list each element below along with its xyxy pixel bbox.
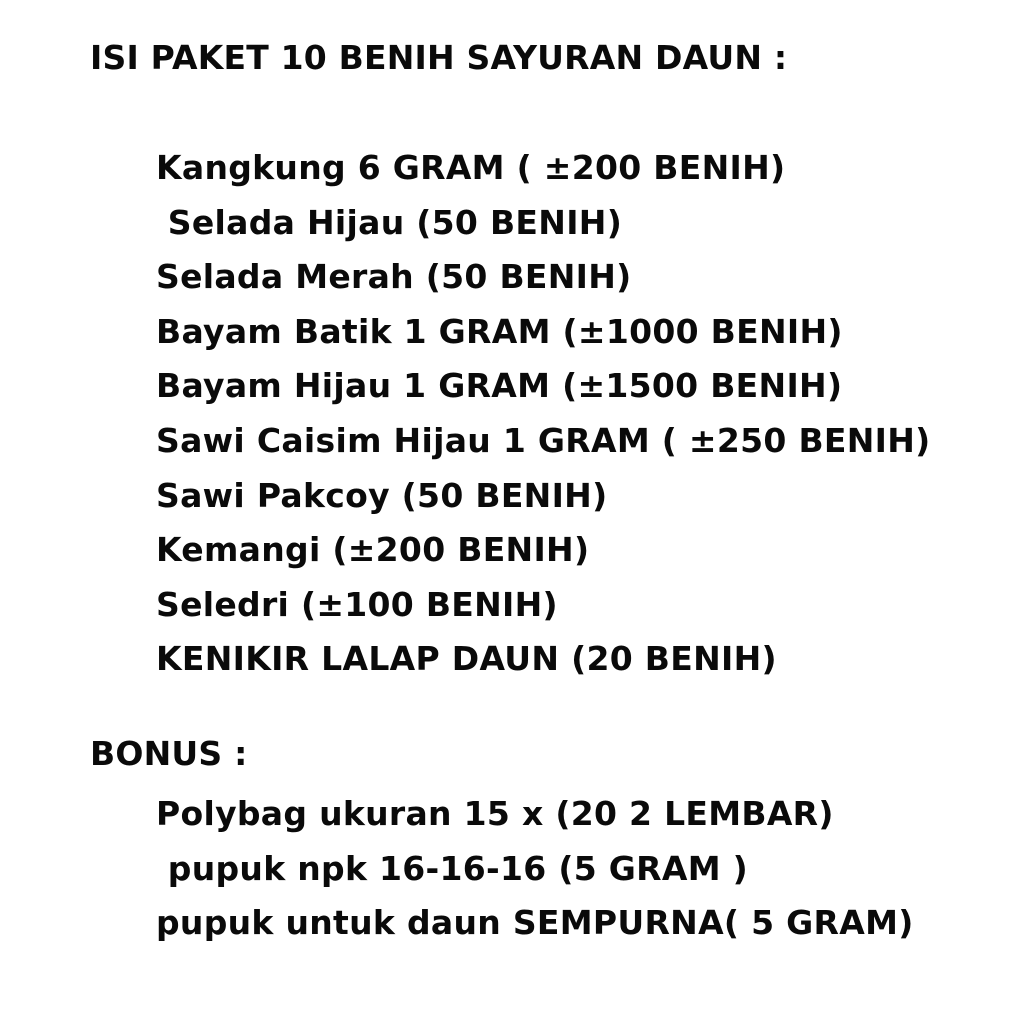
item-label: Selada Hijau (50 BENIH) bbox=[156, 202, 623, 242]
bonus-title: BONUS : bbox=[90, 734, 248, 773]
item-label: Polybag ukuran 15 x (20 2 LEMBAR) bbox=[156, 794, 834, 833]
item-label: Selada Merah (50 BENIH) bbox=[156, 257, 632, 297]
item-label: pupuk npk 16-16-16 (5 GRAM ) bbox=[156, 848, 749, 888]
item-label: Sawi Caisim Hijau 1 GRAM ( ±250 BENIH) bbox=[156, 420, 931, 460]
item-label: KENIKIR LALAP DAUN (20 BENIH) bbox=[156, 639, 777, 679]
item-label: Seledri (±100 BENIH) bbox=[156, 584, 558, 624]
package-title: ISI PAKET 10 BENIH SAYURAN DAUN : bbox=[90, 38, 788, 77]
item-label: Kangkung 6 GRAM ( ±200 BENIH) bbox=[156, 148, 786, 187]
item-label: Bayam Hijau 1 GRAM (±1500 BENIH) bbox=[156, 366, 843, 406]
item-label: Sawi Pakcoy (50 BENIH) bbox=[156, 475, 608, 515]
item-label: pupuk untuk daun SEMPURNA( 5 GRAM) bbox=[156, 903, 914, 943]
item-label: Bayam Batik 1 GRAM (±1000 BENIH) bbox=[156, 311, 843, 351]
item-label: Kemangi (±200 BENIH) bbox=[156, 530, 590, 570]
